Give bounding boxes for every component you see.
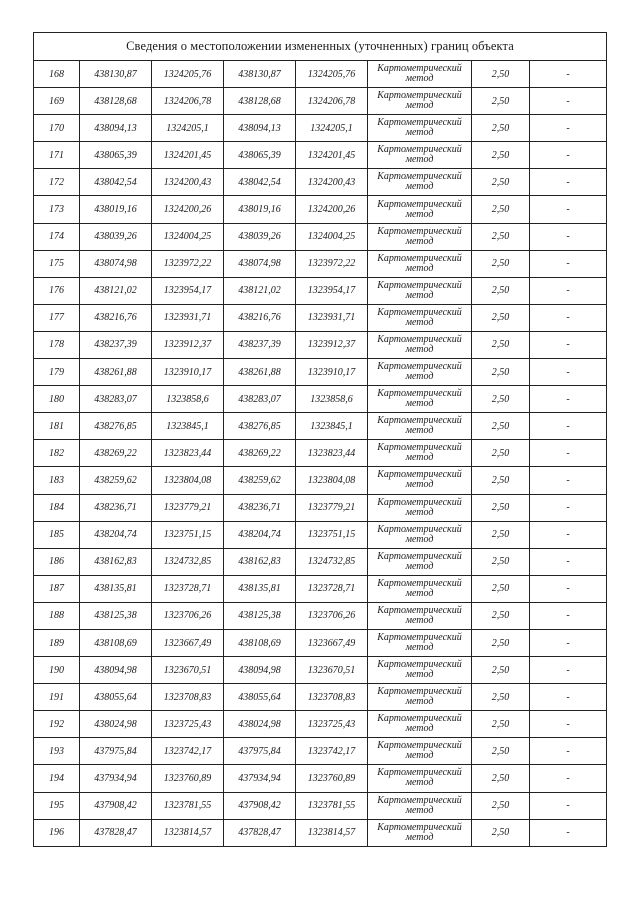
- point-number-cell: 191: [34, 684, 80, 711]
- existing-x-cell: 438261,88: [80, 359, 152, 386]
- method-cell: Картометрический метод: [368, 386, 472, 413]
- method-cell: Картометрический метод: [368, 88, 472, 115]
- existing-y-cell: 1323804,08: [152, 467, 224, 494]
- new-y-cell: 1324200,43: [296, 169, 368, 196]
- table-row: [34, 711, 607, 738]
- note-cell: -: [530, 467, 607, 494]
- accuracy-cell: 2,50: [472, 548, 530, 575]
- point-number-cell: 185: [34, 521, 80, 548]
- new-y-cell: 1323728,71: [296, 575, 368, 602]
- new-x-cell: 437934,94: [224, 765, 296, 792]
- new-x-cell: 438108,69: [224, 629, 296, 656]
- new-x-cell: 438055,64: [224, 684, 296, 711]
- table-row: [34, 142, 607, 169]
- table-row: [34, 819, 607, 846]
- existing-y-cell: 1323760,89: [152, 765, 224, 792]
- new-y-cell: 1324206,78: [296, 88, 368, 115]
- new-y-cell: 1323910,17: [296, 359, 368, 386]
- new-y-cell: 1323823,44: [296, 440, 368, 467]
- table-row: [34, 413, 607, 440]
- existing-y-cell: 1323814,57: [152, 819, 224, 846]
- new-x-cell: 438276,85: [224, 413, 296, 440]
- note-cell: -: [530, 331, 607, 358]
- accuracy-cell: 2,50: [472, 277, 530, 304]
- new-y-cell: 1324004,25: [296, 223, 368, 250]
- note-cell: -: [530, 88, 607, 115]
- method-cell: Картометрический метод: [368, 277, 472, 304]
- point-number-cell: 170: [34, 115, 80, 142]
- new-x-cell: 438094,13: [224, 115, 296, 142]
- note-cell: -: [530, 304, 607, 331]
- point-number-cell: 182: [34, 440, 80, 467]
- point-number-cell: 171: [34, 142, 80, 169]
- method-cell: Картометрический метод: [368, 359, 472, 386]
- table-row: [34, 657, 607, 684]
- point-number-cell: 192: [34, 711, 80, 738]
- note-cell: -: [530, 575, 607, 602]
- existing-y-cell: 1323742,17: [152, 738, 224, 765]
- existing-x-cell: 438024,98: [80, 711, 152, 738]
- new-y-cell: 1323751,15: [296, 521, 368, 548]
- point-number-cell: 186: [34, 548, 80, 575]
- method-cell: Картометрический метод: [368, 521, 472, 548]
- accuracy-cell: 2,50: [472, 467, 530, 494]
- accuracy-cell: 2,50: [472, 61, 530, 88]
- table-row: [34, 440, 607, 467]
- accuracy-cell: 2,50: [472, 575, 530, 602]
- table-row: [34, 250, 607, 277]
- method-cell: Картометрический метод: [368, 331, 472, 358]
- point-number-cell: 183: [34, 467, 80, 494]
- new-x-cell: 438042,54: [224, 169, 296, 196]
- note-cell: -: [530, 765, 607, 792]
- new-x-cell: 438039,26: [224, 223, 296, 250]
- new-x-cell: 438261,88: [224, 359, 296, 386]
- existing-y-cell: 1324205,76: [152, 61, 224, 88]
- point-number-cell: 190: [34, 657, 80, 684]
- method-cell: Картометрический метод: [368, 548, 472, 575]
- point-number-cell: 172: [34, 169, 80, 196]
- new-x-cell: 438128,68: [224, 88, 296, 115]
- accuracy-cell: 2,50: [472, 711, 530, 738]
- new-y-cell: 1323972,22: [296, 250, 368, 277]
- accuracy-cell: 2,50: [472, 169, 530, 196]
- table-row: [34, 602, 607, 629]
- note-cell: -: [530, 169, 607, 196]
- note-cell: -: [530, 115, 607, 142]
- point-number-cell: 177: [34, 304, 80, 331]
- point-number-cell: 179: [34, 359, 80, 386]
- accuracy-cell: 2,50: [472, 494, 530, 521]
- note-cell: -: [530, 196, 607, 223]
- existing-x-cell: 438108,69: [80, 629, 152, 656]
- table-row: [34, 521, 607, 548]
- table-row: [34, 115, 607, 142]
- existing-y-cell: 1323708,83: [152, 684, 224, 711]
- note-cell: -: [530, 684, 607, 711]
- point-number-cell: 184: [34, 494, 80, 521]
- table-title-row: [34, 33, 607, 61]
- method-cell: Картометрический метод: [368, 629, 472, 656]
- boundary-coordinates-table: [33, 32, 607, 847]
- table-row: [34, 331, 607, 358]
- method-cell: Картометрический метод: [368, 467, 472, 494]
- point-number-cell: 168: [34, 61, 80, 88]
- table-row: [34, 196, 607, 223]
- existing-x-cell: 438125,38: [80, 602, 152, 629]
- table-row: [34, 765, 607, 792]
- table-row: [34, 169, 607, 196]
- method-cell: Картометрический метод: [368, 684, 472, 711]
- new-x-cell: 438269,22: [224, 440, 296, 467]
- method-cell: Картометрический метод: [368, 440, 472, 467]
- existing-y-cell: 1323954,17: [152, 277, 224, 304]
- new-y-cell: 1323845,1: [296, 413, 368, 440]
- new-y-cell: 1323931,71: [296, 304, 368, 331]
- note-cell: -: [530, 792, 607, 819]
- method-cell: Картометрический метод: [368, 602, 472, 629]
- new-x-cell: 438283,07: [224, 386, 296, 413]
- point-number-cell: 187: [34, 575, 80, 602]
- new-x-cell: 438130,87: [224, 61, 296, 88]
- existing-y-cell: 1324200,26: [152, 196, 224, 223]
- existing-x-cell: 438128,68: [80, 88, 152, 115]
- accuracy-cell: 2,50: [472, 196, 530, 223]
- table-row: [34, 629, 607, 656]
- point-number-cell: 175: [34, 250, 80, 277]
- existing-x-cell: 438237,39: [80, 331, 152, 358]
- existing-x-cell: 438135,81: [80, 575, 152, 602]
- accuracy-cell: 2,50: [472, 386, 530, 413]
- accuracy-cell: 2,50: [472, 602, 530, 629]
- new-y-cell: 1323954,17: [296, 277, 368, 304]
- method-cell: Картометрический метод: [368, 61, 472, 88]
- existing-x-cell: 438269,22: [80, 440, 152, 467]
- new-y-cell: 1323814,57: [296, 819, 368, 846]
- new-y-cell: 1324200,26: [296, 196, 368, 223]
- point-number-cell: 176: [34, 277, 80, 304]
- table-row: [34, 277, 607, 304]
- accuracy-cell: 2,50: [472, 440, 530, 467]
- table-row: [34, 304, 607, 331]
- accuracy-cell: 2,50: [472, 629, 530, 656]
- existing-y-cell: 1323728,71: [152, 575, 224, 602]
- method-cell: Картометрический метод: [368, 819, 472, 846]
- table-row: [34, 575, 607, 602]
- existing-y-cell: 1324206,78: [152, 88, 224, 115]
- existing-x-cell: 437934,94: [80, 765, 152, 792]
- accuracy-cell: 2,50: [472, 250, 530, 277]
- method-cell: Картометрический метод: [368, 304, 472, 331]
- existing-y-cell: 1323823,44: [152, 440, 224, 467]
- method-cell: Картометрический метод: [368, 196, 472, 223]
- new-y-cell: 1324732,85: [296, 548, 368, 575]
- new-x-cell: 438019,16: [224, 196, 296, 223]
- existing-x-cell: 438094,13: [80, 115, 152, 142]
- method-cell: Картометрический метод: [368, 413, 472, 440]
- existing-x-cell: 438276,85: [80, 413, 152, 440]
- point-number-cell: 169: [34, 88, 80, 115]
- accuracy-cell: 2,50: [472, 88, 530, 115]
- new-x-cell: 438259,62: [224, 467, 296, 494]
- new-x-cell: 438216,76: [224, 304, 296, 331]
- table-row: [34, 467, 607, 494]
- method-cell: Картометрический метод: [368, 169, 472, 196]
- method-cell: Картометрический метод: [368, 711, 472, 738]
- existing-y-cell: 1323858,6: [152, 386, 224, 413]
- existing-x-cell: 438065,39: [80, 142, 152, 169]
- method-cell: Картометрический метод: [368, 494, 472, 521]
- new-x-cell: 438236,71: [224, 494, 296, 521]
- existing-x-cell: 438204,74: [80, 521, 152, 548]
- method-cell: Картометрический метод: [368, 657, 472, 684]
- new-y-cell: 1323725,43: [296, 711, 368, 738]
- note-cell: -: [530, 250, 607, 277]
- existing-x-cell: 438216,76: [80, 304, 152, 331]
- existing-y-cell: 1324004,25: [152, 223, 224, 250]
- new-y-cell: 1324205,1: [296, 115, 368, 142]
- existing-y-cell: 1324205,1: [152, 115, 224, 142]
- existing-y-cell: 1323931,71: [152, 304, 224, 331]
- new-x-cell: 438135,81: [224, 575, 296, 602]
- note-cell: -: [530, 548, 607, 575]
- accuracy-cell: 2,50: [472, 521, 530, 548]
- existing-y-cell: 1323781,55: [152, 792, 224, 819]
- table-row: [34, 792, 607, 819]
- existing-x-cell: 438019,16: [80, 196, 152, 223]
- new-y-cell: 1323858,6: [296, 386, 368, 413]
- new-x-cell: 437908,42: [224, 792, 296, 819]
- point-number-cell: 174: [34, 223, 80, 250]
- existing-x-cell: 437975,84: [80, 738, 152, 765]
- point-number-cell: 180: [34, 386, 80, 413]
- new-x-cell: 438024,98: [224, 711, 296, 738]
- point-number-cell: 195: [34, 792, 80, 819]
- note-cell: -: [530, 440, 607, 467]
- point-number-cell: 196: [34, 819, 80, 846]
- existing-y-cell: 1323725,43: [152, 711, 224, 738]
- accuracy-cell: 2,50: [472, 684, 530, 711]
- existing-y-cell: 1323912,37: [152, 331, 224, 358]
- table-row: [34, 684, 607, 711]
- point-number-cell: 193: [34, 738, 80, 765]
- new-y-cell: 1324201,45: [296, 142, 368, 169]
- new-y-cell: 1323706,26: [296, 602, 368, 629]
- note-cell: -: [530, 602, 607, 629]
- new-y-cell: 1323912,37: [296, 331, 368, 358]
- new-y-cell: 1323781,55: [296, 792, 368, 819]
- new-x-cell: 437975,84: [224, 738, 296, 765]
- existing-x-cell: 438094,98: [80, 657, 152, 684]
- existing-x-cell: 438283,07: [80, 386, 152, 413]
- table-body: [34, 33, 607, 847]
- accuracy-cell: 2,50: [472, 657, 530, 684]
- existing-x-cell: 438162,83: [80, 548, 152, 575]
- existing-y-cell: 1324732,85: [152, 548, 224, 575]
- note-cell: -: [530, 386, 607, 413]
- existing-y-cell: 1323972,22: [152, 250, 224, 277]
- method-cell: Картометрический метод: [368, 223, 472, 250]
- existing-x-cell: 438042,54: [80, 169, 152, 196]
- new-y-cell: 1323742,17: [296, 738, 368, 765]
- note-cell: -: [530, 819, 607, 846]
- existing-x-cell: 438236,71: [80, 494, 152, 521]
- note-cell: -: [530, 711, 607, 738]
- existing-y-cell: 1323706,26: [152, 602, 224, 629]
- table-row: [34, 61, 607, 88]
- new-x-cell: 438065,39: [224, 142, 296, 169]
- note-cell: -: [530, 359, 607, 386]
- new-y-cell: 1323804,08: [296, 467, 368, 494]
- new-x-cell: 438074,98: [224, 250, 296, 277]
- point-number-cell: 178: [34, 331, 80, 358]
- method-cell: Картометрический метод: [368, 765, 472, 792]
- table-row: [34, 386, 607, 413]
- accuracy-cell: 2,50: [472, 331, 530, 358]
- new-x-cell: 438125,38: [224, 602, 296, 629]
- table-row: [34, 223, 607, 250]
- accuracy-cell: 2,50: [472, 738, 530, 765]
- new-x-cell: 438094,98: [224, 657, 296, 684]
- existing-y-cell: 1324201,45: [152, 142, 224, 169]
- accuracy-cell: 2,50: [472, 223, 530, 250]
- new-y-cell: 1324205,76: [296, 61, 368, 88]
- existing-y-cell: 1323779,21: [152, 494, 224, 521]
- existing-y-cell: 1323845,1: [152, 413, 224, 440]
- method-cell: Картометрический метод: [368, 575, 472, 602]
- note-cell: -: [530, 657, 607, 684]
- point-number-cell: 188: [34, 602, 80, 629]
- note-cell: -: [530, 629, 607, 656]
- existing-y-cell: 1323667,49: [152, 629, 224, 656]
- existing-y-cell: 1323751,15: [152, 521, 224, 548]
- accuracy-cell: 2,50: [472, 142, 530, 169]
- accuracy-cell: 2,50: [472, 819, 530, 846]
- method-cell: Картометрический метод: [368, 115, 472, 142]
- accuracy-cell: 2,50: [472, 115, 530, 142]
- point-number-cell: 194: [34, 765, 80, 792]
- existing-x-cell: 437828,47: [80, 819, 152, 846]
- note-cell: -: [530, 223, 607, 250]
- new-y-cell: 1323708,83: [296, 684, 368, 711]
- new-y-cell: 1323779,21: [296, 494, 368, 521]
- note-cell: -: [530, 521, 607, 548]
- note-cell: -: [530, 494, 607, 521]
- note-cell: -: [530, 142, 607, 169]
- existing-x-cell: 438121,02: [80, 277, 152, 304]
- new-x-cell: 438204,74: [224, 521, 296, 548]
- table-row: [34, 494, 607, 521]
- accuracy-cell: 2,50: [472, 792, 530, 819]
- accuracy-cell: 2,50: [472, 304, 530, 331]
- note-cell: -: [530, 61, 607, 88]
- accuracy-cell: 2,50: [472, 359, 530, 386]
- note-cell: -: [530, 277, 607, 304]
- point-number-cell: 173: [34, 196, 80, 223]
- table-title: Сведения о местоположении измененных (уточненных) границ объекта: [34, 33, 607, 61]
- existing-x-cell: 438130,87: [80, 61, 152, 88]
- table-row: [34, 738, 607, 765]
- existing-x-cell: 437908,42: [80, 792, 152, 819]
- new-x-cell: 438237,39: [224, 331, 296, 358]
- table-row: [34, 359, 607, 386]
- existing-y-cell: 1323670,51: [152, 657, 224, 684]
- existing-y-cell: 1324200,43: [152, 169, 224, 196]
- existing-x-cell: 438055,64: [80, 684, 152, 711]
- note-cell: -: [530, 738, 607, 765]
- new-x-cell: 438162,83: [224, 548, 296, 575]
- existing-x-cell: 438074,98: [80, 250, 152, 277]
- method-cell: Картометрический метод: [368, 792, 472, 819]
- accuracy-cell: 2,50: [472, 765, 530, 792]
- table-row: [34, 548, 607, 575]
- new-y-cell: 1323760,89: [296, 765, 368, 792]
- method-cell: Картометрический метод: [368, 142, 472, 169]
- new-x-cell: 437828,47: [224, 819, 296, 846]
- table-row: [34, 88, 607, 115]
- new-y-cell: 1323667,49: [296, 629, 368, 656]
- accuracy-cell: 2,50: [472, 413, 530, 440]
- note-cell: -: [530, 413, 607, 440]
- point-number-cell: 189: [34, 629, 80, 656]
- point-number-cell: 181: [34, 413, 80, 440]
- method-cell: Картометрический метод: [368, 250, 472, 277]
- existing-y-cell: 1323910,17: [152, 359, 224, 386]
- new-x-cell: 438121,02: [224, 277, 296, 304]
- existing-x-cell: 438259,62: [80, 467, 152, 494]
- existing-x-cell: 438039,26: [80, 223, 152, 250]
- method-cell: Картометрический метод: [368, 738, 472, 765]
- new-y-cell: 1323670,51: [296, 657, 368, 684]
